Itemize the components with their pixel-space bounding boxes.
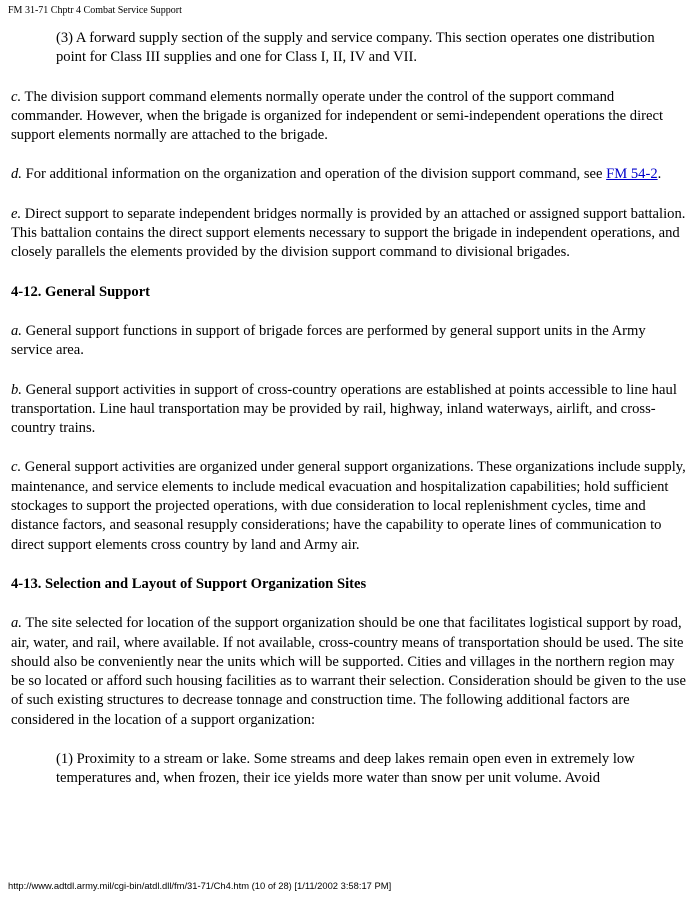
paragraph-forward-supply-section: (3) A forward supply section of the supply and service company. This section operates one distribution point for Class III supplies and one for Class I, II, IV and VII.	[56, 30, 655, 66]
fm-54-2-link[interactable]: FM 54-2	[606, 166, 658, 183]
section-heading-general-support: 4-12. General Support	[11, 283, 151, 300]
paragraph-letter: c.	[11, 88, 22, 105]
paragraph-letter: d.	[11, 166, 22, 183]
page-footer-url: http://www.adtdl.army.mil/cgi-bin/atdl.dll/fm/31-71/Ch4.htm (10 of 28) [1/11/2002 3:58:17 PM]	[8, 880, 392, 891]
paragraph-text: General support activities are organized under general support organizations. These organizations include supply, maintenance, and service elements to include medical evacuation and hospitalization capabilities; hold sufficient stockages to support the projected operations, with due consideration to local replenishment cycles, time and distance factors, and seasonal resupply considerations; have the capability to operate lines of communication to direct support elements cross country by land and Army air.	[11, 459, 686, 553]
paragraph-proximity-to-water: (1) Proximity to a stream or lake. Some streams and deep lakes remain open even in extremely low temperatures and, when frozen, their ice yields more water than snow per unit volume. Avoid	[56, 751, 635, 787]
paragraph-text: General support activities in support of cross-country operations are established at points accessible to line haul transportation. Line haul transportation may be provided by rail, highway, inland waterways, airlift, and cross-country trains.	[11, 381, 677, 437]
paragraph-text: The division support command elements normally operate under the control of the support command commander. However, when the brigade is organized for independent or semi-independent operations the direct support elements normally are attached to the brigade.	[11, 88, 663, 144]
paragraph-text: For additional information on the organization and operation of the division support command, see	[21, 166, 607, 183]
paragraph-d-additional-info	[11, 165, 687, 184]
paragraph-text: Direct support to separate independent bridges normally is provided by an attached or assigned support battalion. This battalion contains the direct support elements necessary to support the brigade in independent operations, and closely parallels the elements provided by the division support command to divisional brigades.	[11, 205, 686, 261]
paragraph-letter: a.	[11, 322, 22, 339]
paragraph-letter: e.	[11, 205, 22, 222]
paragraph-c-division-support	[11, 88, 687, 146]
running-header: FM 31-71 Chptr 4 Combat Service Support	[8, 5, 182, 16]
paragraph-a-general-support	[11, 322, 687, 361]
paragraph-b-general-support	[11, 381, 687, 439]
paragraph-text: The site selected for location of the support organization should be one that facilitates logistical support by road, air, water, and rail, where available. If not available, cross-country means of transportation should be used. The site should also be conveniently near the units which will be supported. Cities and villages in the northern region may be so located or afford such housing facilities as to warrant their selection. Consideration should be given to the use of such existing structures to decrease tonnage and construction time. The following additional factors are considered in the location of a support organization:	[11, 615, 686, 728]
paragraph-a-site-selection	[11, 614, 687, 730]
document-body	[11, 29, 687, 809]
paragraph-text-end: .	[657, 166, 662, 183]
paragraph-text: General support functions in support of brigade forces are performed by general support units in the Army service area.	[11, 322, 646, 359]
paragraph-e-direct-support	[11, 205, 687, 263]
paragraph-letter: b.	[11, 381, 22, 398]
section-heading-site-selection: 4-13. Selection and Layout of Support Organization Sites	[11, 575, 367, 592]
paragraph-c-general-support	[11, 458, 687, 554]
paragraph-letter: c.	[11, 459, 22, 476]
paragraph-letter: a.	[11, 615, 22, 632]
